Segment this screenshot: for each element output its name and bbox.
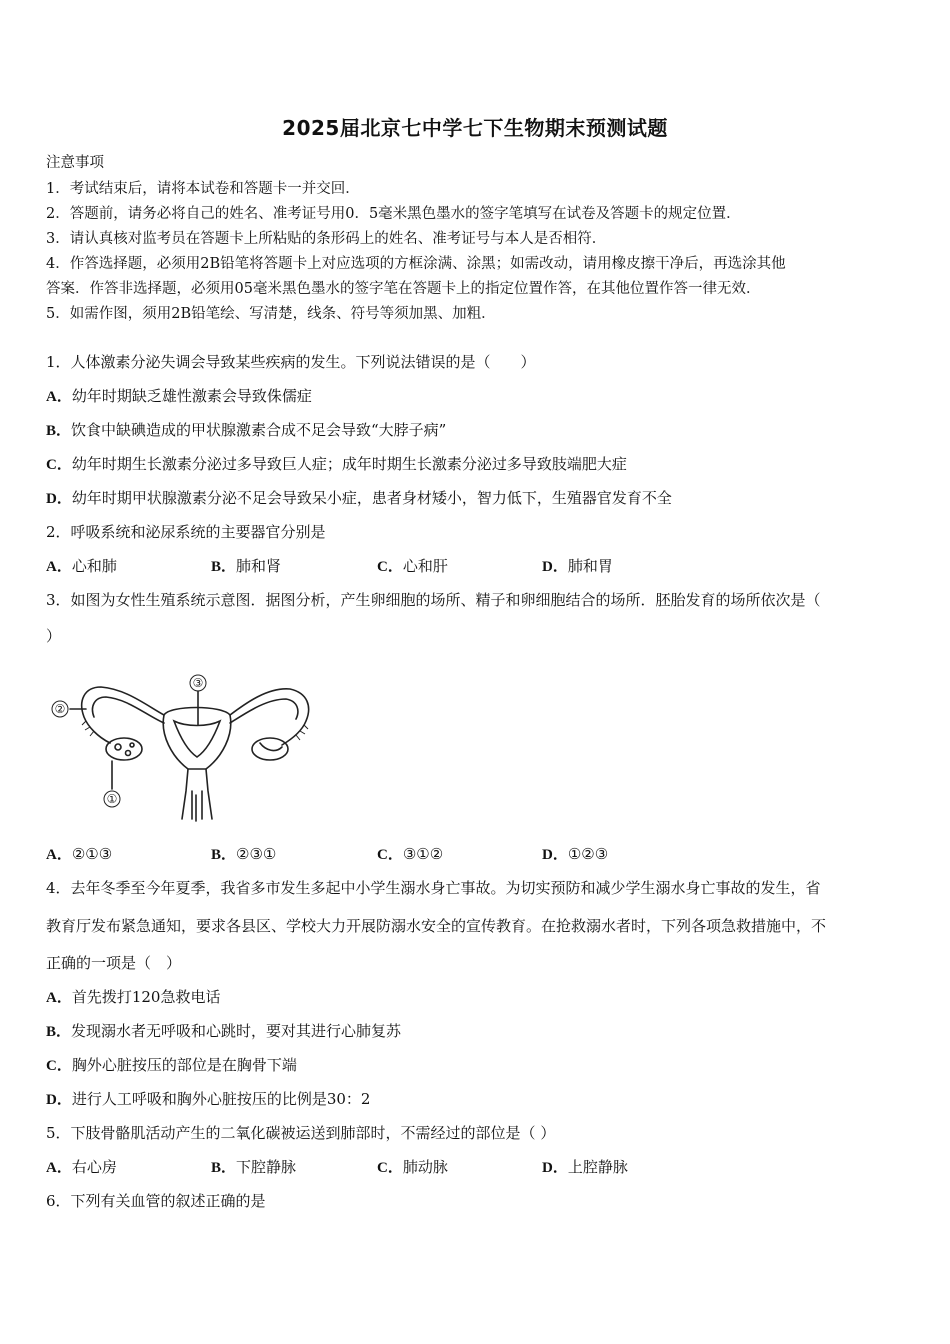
question-4-option-b: B．发现溺水者无呼吸和心跳时，要对其进行心肺复苏: [46, 1022, 402, 1040]
notice-item: 1．考试结束后，请将本试卷和答题卡一并交回．: [46, 181, 360, 197]
label-2: ②: [54, 702, 66, 716]
question-5-option-d: D．上腔静脉: [542, 1158, 628, 1176]
question-1-option-a: A．幼年时期缺乏雄性激素会导致侏儒症: [46, 387, 312, 405]
notice-item: 2．答题前，请务必将自己的姓名、准考证号用0．5毫米黑色墨水的签字笔填写在试卷及答题卡的规定位置．: [46, 206, 741, 222]
question-3-option-a: A．②①③: [46, 845, 113, 863]
question-3-stem: 3．如图为女性生殖系统示意图．据图分析，产生卵细胞的场所、精子和卵细胞结合的场所．胚胎发育的场所依次是（: [46, 591, 821, 609]
notice-item: 3．请认真核对监考员在答题卡上所粘贴的条形码上的姓名、准考证号与本人是否相符．: [46, 231, 607, 247]
right-ovary: [252, 738, 288, 760]
question-3-stem-end: ）: [46, 627, 62, 645]
question-5-option-c: C．肺动脉: [377, 1158, 448, 1176]
question-4-option-a: A．首先拨打120急救电话: [46, 988, 221, 1006]
question-1-option-b: B．饮食中缺碘造成的甲状腺激素合成不足会导致“大脖子病”: [46, 421, 447, 439]
left-ovary: [106, 738, 142, 760]
notice-item: 5．如需作图，须用2B铅笔绘、写清楚，线条、符号等须加黑、加粗．: [46, 306, 496, 322]
question-2-option-a: A．心和肺: [46, 557, 117, 575]
question-5-option-a: A．右心房: [46, 1158, 117, 1176]
uterus: [163, 708, 231, 770]
question-2-stem: 2．呼吸系统和泌尿系统的主要器官分别是: [46, 523, 326, 541]
question-5-option-b: B．下腔静脉: [211, 1158, 297, 1176]
question-6-stem: 6．下列有关血管的叙述正确的是: [46, 1192, 266, 1210]
question-4-stem-line2: 教育厅发布紧急通知，要求各县区、学校大力开展防溺水安全的宣传教育。在抢救溺水者时，下列各项急救措施中，不: [46, 917, 827, 935]
question-4-option-c: C．胸外心脏按压的部位是在胸骨下端: [46, 1056, 297, 1074]
question-4-option-d: D．进行人工呼吸和胸外心脏按压的比例是30：2: [46, 1090, 371, 1108]
vagina-right: [206, 769, 212, 819]
question-1-stem: 1．人体激素分泌失调会导致某些疾病的发生。下列说法错误的是（ ）: [46, 353, 536, 371]
page-title: 2025届北京七中学七下生物期末预测试题: [282, 116, 668, 140]
notice-item: 4．作答选择题，必须用2B铅笔将答题卡上对应选项的方框涂满、涂黑；如需改动，请用橡皮擦干净后，再选涂其他: [46, 256, 786, 272]
question-4-stem-line3: 正确的一项是（ ）: [46, 954, 182, 972]
vagina-left: [182, 769, 188, 819]
question-1-option-c: C．幼年时期生长激素分泌过多导致巨人症；成年时期生长激素分泌过多导致肢端肥大症: [46, 455, 627, 473]
question-4-stem: 4．去年冬季至今年夏季，我省多市发生多起中小学生溺水身亡事故。为切实预防和减少学生溺水身亡事故的发生，省: [46, 879, 821, 897]
question-2-option-d: D．肺和胃: [542, 557, 613, 575]
question-5-stem: 5．下肢骨骼肌活动产生的二氧化碳被运送到肺部时，不需经过的部位是（ ）: [46, 1124, 556, 1142]
label-1: ①: [106, 792, 118, 806]
notice-heading: 注意事项: [46, 155, 104, 171]
question-2-option-b: B．肺和肾: [211, 557, 282, 575]
question-2-option-c: C．心和肝: [377, 557, 448, 575]
label-3: ③: [192, 676, 204, 690]
notice-item: 答案．作答非选择题，必须用05毫米黑色墨水的签字笔在答题卡上的指定位置作答，在其他位置作答一律无效．: [46, 281, 761, 297]
female-reproductive-system-diagram: [46, 665, 321, 823]
question-3-option-d: D．①②③: [542, 845, 609, 863]
question-3-option-b: B．②③①: [211, 845, 277, 863]
question-3-option-c: C．③①②: [377, 845, 444, 863]
question-1-option-d: D．幼年时期甲状腺激素分泌不足会导致呆小症，患者身材矮小，智力低下，生殖器官发育不全: [46, 489, 672, 507]
